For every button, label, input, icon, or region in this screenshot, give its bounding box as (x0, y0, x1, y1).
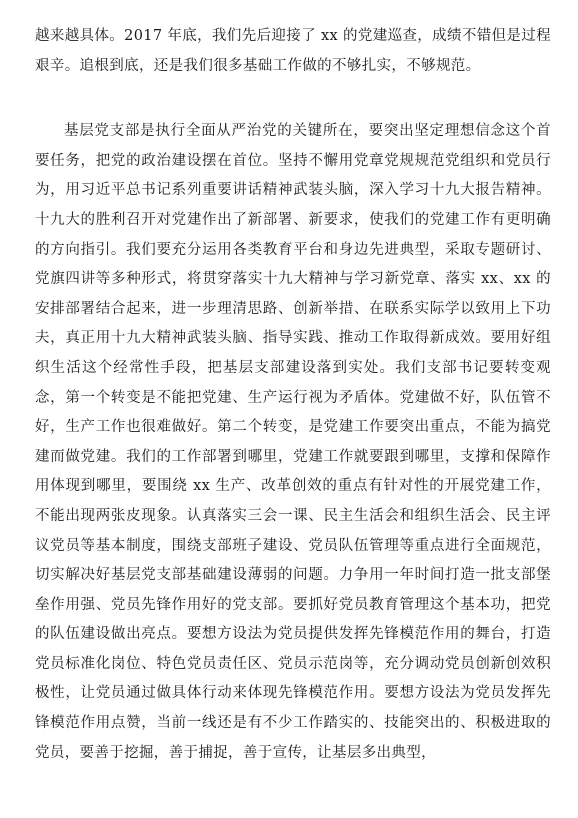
paragraph-party-building: 基层党支部是执行全面从严治党的关键所在，要突出坚定理想信念这个首要任务，把党的政治建设摆在首位。坚持不懈用党章党规规范党组织和党员行为，用习近平总书记系列重要讲话精神武装头脑，深入学习十九大报告精神。十九大的胜利召开对党建作出了新部署、新要求，使我们的党建工作有更明确的方向指引。我们要充分运用各类教育平台和身边先进典型，采取专题研讨、党旗四讲等多种形式，将贯穿落实十九大精神与学习新党章、落实 xx、xx 的安排部署结合起来，进一步理清思路、创新举措、在联系实际学以致用上下功夫，真正用十九大精神武装头脑、指导实践、推动工作取得新成效。要用好组织生活这个经常性手段，把基层支部建设落到实处。我们支部书记要转变观念，第一个转变是不能把党建、生产运行视为矛盾体。党建做不好，队伍管不好，生产工作也很难做好。第二个转变，是党建工作要突出重点，不能为搞党建而做党建。我们的工作部署到哪里，党建工作就要跟到哪里，支撑和保障作用体现到哪里，要围绕 xx 生产、改革创效的重点有针对性的开展党建工作，不能出现两张皮现象。认真落实三会一课、民主生活会和组织生活会、民主评议党员等基本制度，围绕支部班子建设、党员队伍管理等重点进行全面规范，切实解决好基层党支部基础建设薄弱的问题。力争用一年时间打造一批支部堡垒作用强、党员先锋作用好的党支部。要抓好党员教育管理这个基本功，把党的队伍建设做出亮点。要想方设法为党员提供发挥先锋模范作用的舞台，打造党员标准化岗位、特色党员责任区、党员示范岗等，充分调动党员创新创效积极性，让党员通过做具体行动来体现先锋模范作用。要想方设法为党员发挥先锋模范作用点赞，当前一线还是有不少工作踏实的、技能突出的、积极进取的党员，要善于挖掘，善于捕捉，善于宣传，让基层多出典型， (35, 123, 551, 761)
document-page (35, 22, 551, 768)
paragraph-continuation: 越来越具体。2017 年底，我们先后迎接了 xx 的党建巡查，成绩不错但是过程艰辛。追根到底，还是我们很多基础工作做的不够扎实，不够规范。 (35, 28, 551, 74)
